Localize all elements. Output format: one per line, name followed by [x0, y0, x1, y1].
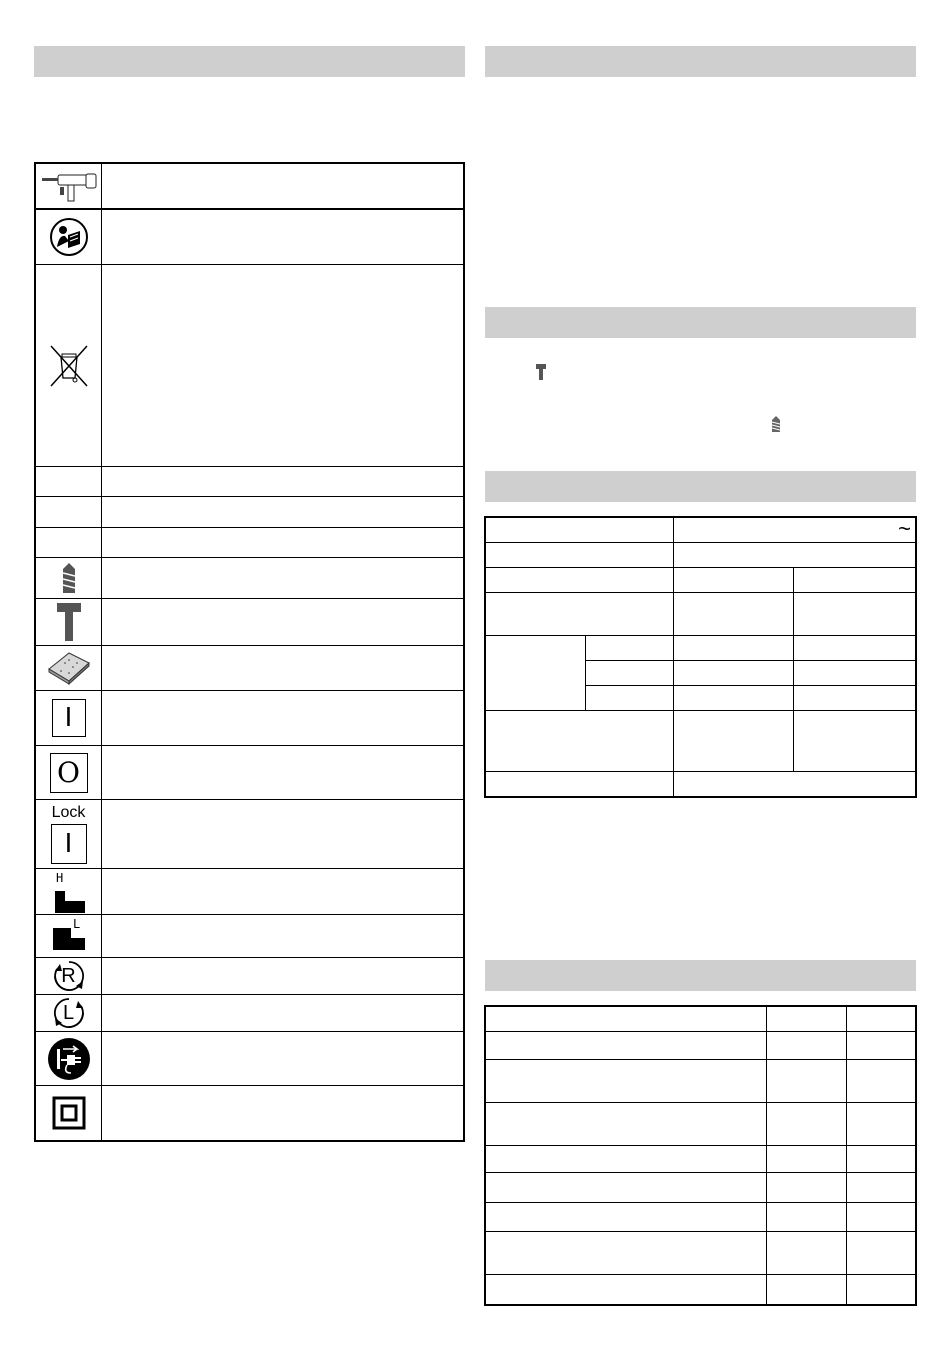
symbol-row — [36, 746, 463, 800]
table-cell — [794, 661, 916, 686]
table-cell — [767, 1146, 847, 1173]
section-header-right-4 — [485, 960, 916, 991]
rotation-right-label: R — [61, 965, 76, 987]
table-cell — [767, 1173, 847, 1203]
table-cell — [585, 686, 673, 711]
table-cell — [794, 686, 916, 711]
table-cell — [767, 1032, 847, 1060]
symbol-row — [36, 1032, 463, 1086]
symbol-row — [36, 497, 463, 528]
section-header-right-3 — [485, 471, 916, 502]
table-cell — [585, 636, 673, 661]
table-cell — [767, 1060, 847, 1103]
table-cell — [486, 1232, 767, 1275]
symbol-row — [36, 265, 463, 467]
table-cell — [847, 1146, 916, 1173]
drill-bit-inline-icon — [772, 416, 780, 432]
off-switch-label: O — [57, 755, 80, 789]
hammer-drill-icon — [36, 164, 102, 208]
off-switch-icon — [36, 746, 102, 799]
table-cell — [585, 661, 673, 686]
symbol-row — [36, 958, 463, 995]
symbol-row — [36, 691, 463, 746]
table-cell — [767, 1007, 847, 1032]
table-cell — [486, 568, 674, 593]
blank-symbol-cell — [36, 497, 102, 527]
technical-data-table — [485, 517, 916, 797]
table-cell — [767, 1203, 847, 1232]
rotation-right-icon — [36, 958, 102, 994]
table-cell — [486, 1146, 767, 1173]
symbol-row — [36, 210, 463, 265]
alternating-current-icon: ~ — [898, 516, 911, 541]
section-header-left — [34, 46, 465, 77]
symbol-row — [36, 646, 463, 691]
lock-on-letter: I — [64, 828, 73, 859]
table-cell — [794, 711, 916, 772]
read-manual-icon — [36, 210, 102, 264]
symbol-row — [36, 915, 463, 958]
table-cell — [486, 1275, 767, 1305]
drill-bit-icon — [36, 558, 102, 598]
table-cell — [486, 1060, 767, 1103]
blank-symbol-cell — [36, 528, 102, 557]
table-cell — [847, 1032, 916, 1060]
blank-symbol-cell — [36, 467, 102, 496]
lock-on-icon — [36, 800, 102, 868]
on-switch-icon — [36, 691, 102, 745]
table-cell — [847, 1103, 916, 1146]
symbol-row — [36, 164, 463, 210]
hammer-icon — [36, 599, 102, 645]
table-cell — [847, 1173, 916, 1203]
table-cell — [847, 1007, 916, 1032]
symbol-row — [36, 599, 463, 646]
table-cell — [486, 711, 674, 772]
section-header-right-2 — [485, 307, 916, 338]
on-switch-label: I — [64, 703, 73, 733]
symbol-row — [36, 869, 463, 915]
section-header-right-1 — [485, 46, 916, 77]
unplug-icon — [36, 1032, 102, 1085]
double-insulation-icon — [36, 1086, 102, 1140]
table-cell — [847, 1232, 916, 1275]
table-cell — [486, 1103, 767, 1146]
table-cell — [673, 636, 794, 661]
symbol-row — [36, 1086, 463, 1140]
table-cell — [794, 636, 916, 661]
table-cell — [794, 568, 916, 593]
hammer-inline-icon — [536, 364, 546, 380]
table-cell — [767, 1275, 847, 1305]
rotation-left-label: L — [62, 1002, 75, 1024]
table-cell — [767, 1103, 847, 1146]
table-cell — [673, 518, 915, 543]
table-cell — [673, 661, 794, 686]
table-cell — [673, 711, 794, 772]
high-gear-icon — [36, 869, 102, 914]
table-cell — [486, 1203, 767, 1232]
low-gear-label: L — [73, 917, 81, 931]
table-cell — [673, 593, 794, 636]
table-cell — [847, 1060, 916, 1103]
symbol-row — [36, 995, 463, 1032]
table-cell — [486, 772, 674, 797]
table-cell — [486, 636, 586, 711]
symbols-table — [34, 162, 465, 1142]
table-cell — [486, 1173, 767, 1203]
table-cell — [486, 518, 674, 543]
table-cell — [486, 593, 674, 636]
lock-label: Lock — [51, 803, 86, 821]
table-cell — [673, 568, 794, 593]
symbol-row — [36, 467, 463, 497]
table-cell — [486, 543, 674, 568]
rotation-left-icon — [36, 995, 102, 1031]
table-cell — [673, 772, 915, 797]
symbol-row — [36, 528, 463, 558]
table-cell — [847, 1203, 916, 1232]
table-cell — [767, 1232, 847, 1275]
low-gear-icon — [36, 915, 102, 957]
table-cell — [486, 1007, 767, 1032]
table-cell — [794, 593, 916, 636]
high-gear-label: H — [56, 871, 64, 885]
masonry-block-icon — [36, 646, 102, 690]
table-cell — [673, 686, 794, 711]
table-cell — [486, 1032, 767, 1060]
symbol-row — [36, 800, 463, 869]
table-cell — [673, 543, 915, 568]
crossed-bin-icon — [36, 265, 102, 466]
table-cell — [847, 1275, 916, 1305]
values-table — [485, 1006, 916, 1305]
symbol-row — [36, 558, 463, 599]
